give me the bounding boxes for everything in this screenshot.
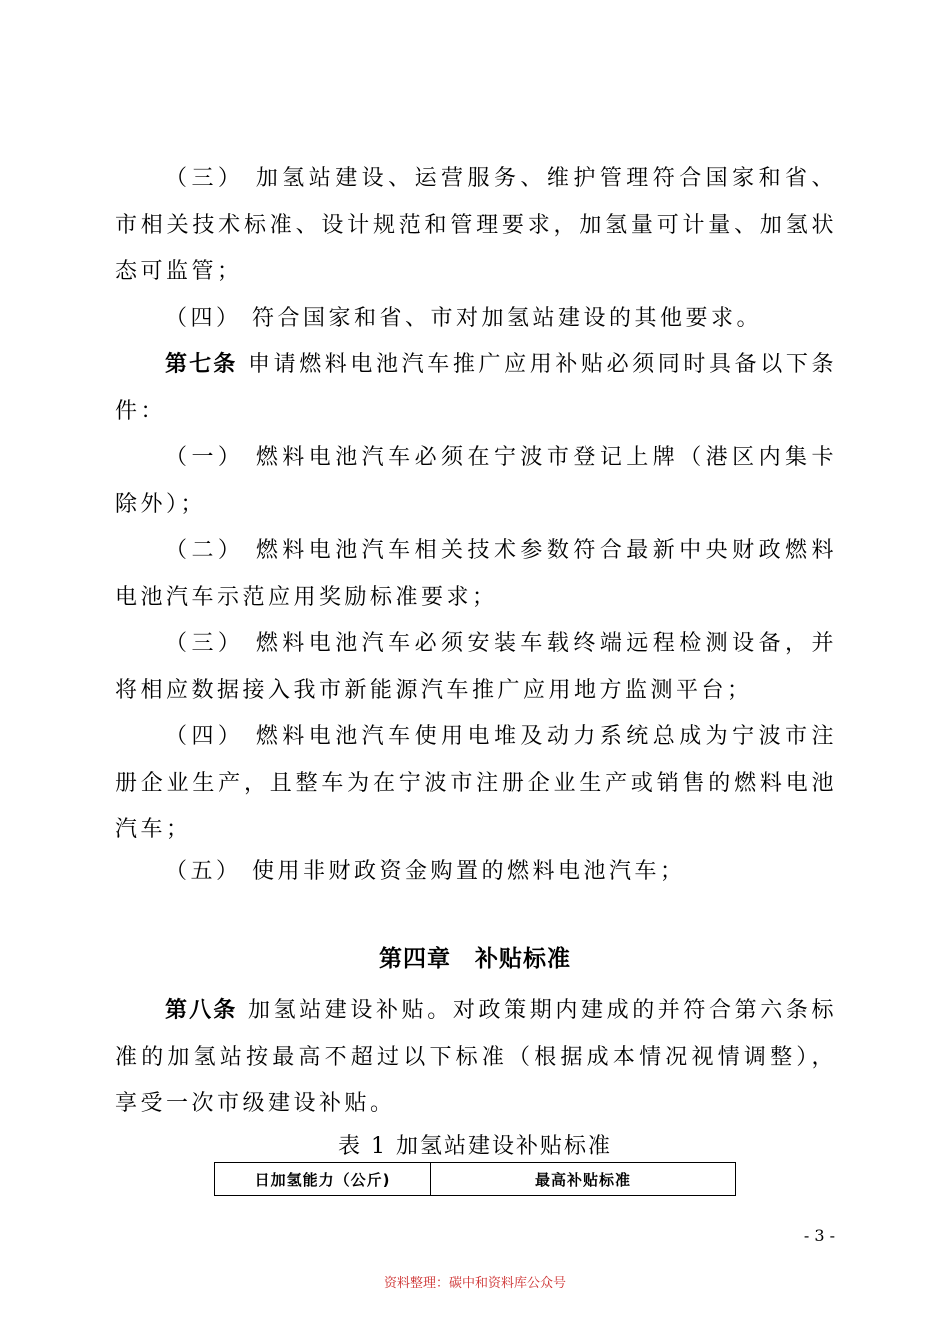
- article-8: [115, 988, 837, 1128]
- table-caption: 表 1 加氢站建设补贴标准: [338, 1134, 612, 1159]
- chapter-title: 第四章 补贴标准: [379, 946, 571, 972]
- condition-4: [115, 714, 837, 854]
- article-7: [115, 342, 837, 435]
- paragraph-text: （二） 燃料电池汽车相关技术参数符合最新中央财政燃料电池汽车示范应用奖励标准要求；: [115, 538, 837, 610]
- column-header-max-subsidy: 最高补贴标准: [431, 1163, 736, 1196]
- paragraph-text: 申请燃料电池汽车推广应用补贴必须同时具备以下条件：: [115, 352, 837, 424]
- table-header-row: [215, 1163, 736, 1196]
- paragraph-text: （五） 使用非财政资金购置的燃料电池汽车；: [165, 859, 686, 884]
- article-label: 第七条: [165, 352, 238, 377]
- condition-2: [115, 528, 837, 621]
- subsidy-table: [214, 1162, 736, 1196]
- page-number: - 3 -: [803, 1226, 835, 1245]
- paragraph-hydrogen-station-standards: [115, 156, 837, 296]
- paragraph-text: （三） 加氢站建设、运营服务、维护管理符合国家和省、市相关技术标准、设计规范和管理要求，加氢量可计量、加氢状态可监管；: [115, 166, 837, 284]
- condition-5: [115, 849, 837, 896]
- paragraph-text: （四） 符合国家和省、市对加氢站建设的其他要求。: [165, 306, 762, 331]
- footer-watermark: 资料整理：碳中和资料库公众号: [383, 1276, 566, 1291]
- paragraph-text: （一） 燃料电池汽车必须在宁波市登记上牌（港区内集卡除外）；: [115, 445, 837, 517]
- paragraph-text: （四） 燃料电池汽车使用电堆及动力系统总成为宁波市注册企业生产，且整车为在宁波市注册企业生产或销售的燃料电池汽车；: [115, 724, 837, 842]
- condition-1: [115, 435, 837, 528]
- paragraph-text: 加氢站建设补贴。对政策期内建成的并符合第六条标准的加氢站按最高不超过以下标准（根据成本情况视情调整），享受一次市级建设补贴。: [115, 998, 837, 1116]
- article-label: 第八条: [165, 998, 238, 1023]
- paragraph-text: （三） 燃料电池汽车必须安装车载终端远程检测设备，并将相应数据接入我市新能源汽车推广应用地方监测平台；: [115, 631, 837, 703]
- column-header-capacity: 日加氢能力（公斤): [215, 1163, 431, 1196]
- paragraph-other-requirements: [115, 296, 837, 343]
- condition-3: [115, 621, 837, 714]
